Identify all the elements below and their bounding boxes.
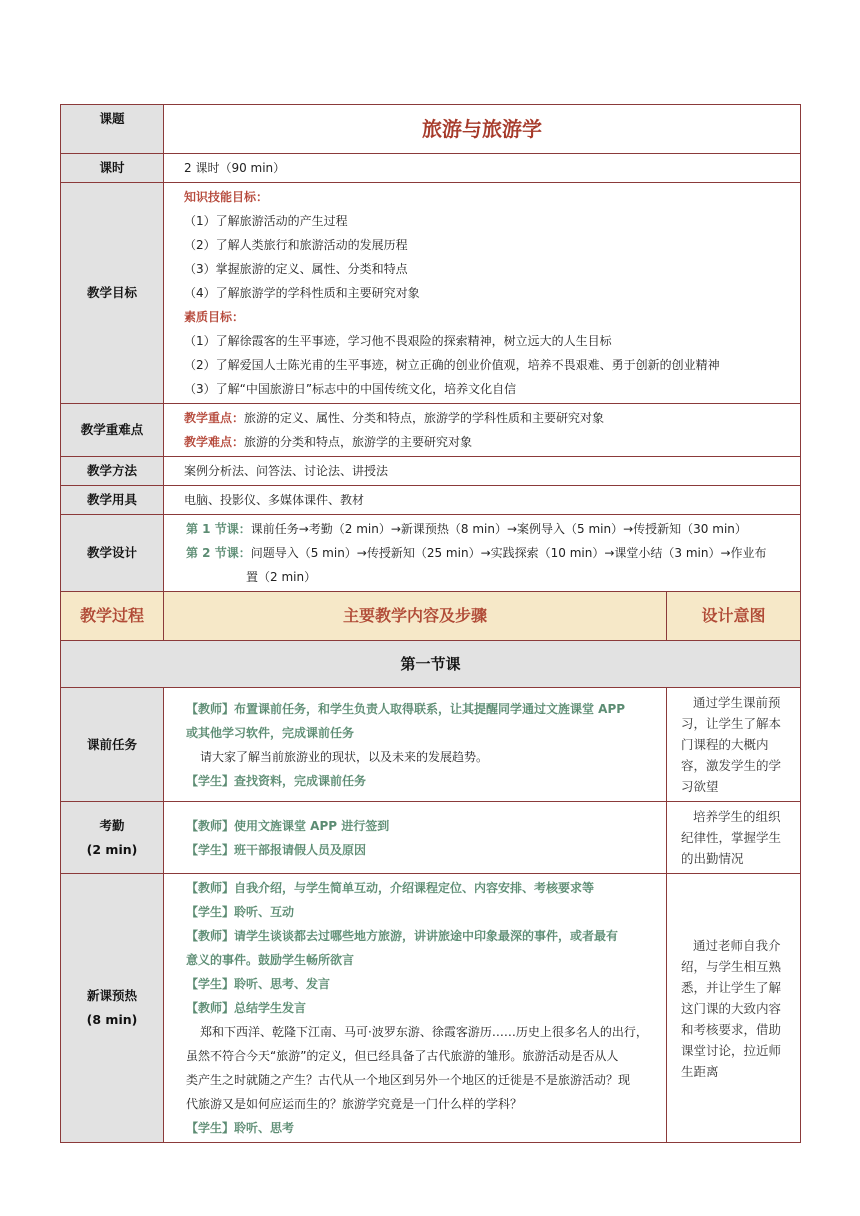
hours-label: 课时 [61, 154, 164, 183]
lesson-plan [60, 104, 800, 1143]
objectives-content [164, 183, 801, 404]
quality-item: （1）了解徐霞客的生平事迹，学习他不畏艰险的探索精神，树立远大的人生目标 [184, 334, 612, 348]
page-title: 旅游与旅游学 [164, 105, 801, 154]
student-step: 【学生】聆听、思考 [186, 1121, 295, 1135]
quality-item: （2）了解爱国人士陈光甫的生平事迹，树立正确的创业价值观，培养不畏艰难、勇于创新的创业精神 [184, 358, 720, 372]
row-objectives [61, 183, 801, 404]
attendance-intent: 培养学生的组织纪律性，掌握学生的出勤情况 [667, 802, 801, 874]
row-key-points [61, 404, 801, 457]
session2-text-cont: 置（2 min） [246, 570, 317, 584]
methods-label: 教学方法 [61, 457, 164, 486]
session2-tag: 第 2 节课： [186, 546, 251, 560]
session1-tag: 第 1 节课： [186, 522, 251, 536]
task-text: 请大家了解当前旅游业的现状，以及未来的发展趋势。 [200, 749, 489, 764]
knowledge-item: （2）了解人类旅行和旅游活动的发展历程 [184, 238, 408, 252]
row-methods [61, 457, 801, 486]
student-step: 【学生】班干部报请假人员及原因 [186, 842, 367, 857]
tools-value: 电脑、投影仪、多媒体课件、教材 [164, 486, 801, 515]
header-intent: 设计意图 [667, 592, 801, 641]
warmup-label-time: (8 min) [86, 1012, 138, 1027]
design-content [164, 515, 801, 592]
student-step: 【学生】聆听、思考、发言 [186, 977, 331, 991]
row-section1 [61, 641, 801, 688]
header-process: 教学过程 [61, 592, 164, 641]
knowledge-item: （4）了解旅游学的学科性质和主要研究对象 [184, 286, 420, 300]
section-title: 第一节课 [61, 641, 801, 688]
pre-task-label: 课前任务 [61, 688, 164, 802]
row-design [61, 515, 801, 592]
row-pre-task [61, 688, 801, 802]
difficulty-text: 旅游的分类和特点，旅游学的主要研究对象 [244, 435, 473, 449]
focus-text: 旅游的定义、属性、分类和特点，旅游学的学科性质和主要研究对象 [244, 411, 605, 425]
knowledge-item: （1）了解旅游活动的产生过程 [184, 214, 348, 228]
warmup-content [164, 874, 667, 1143]
teacher-step: 【教师】布置课前任务，和学生负责人取得联系，让其提醒同学通过文旌课堂 APP [186, 701, 626, 716]
attendance-content [164, 802, 667, 874]
pre-task-intent: 通过学生课前预习，让学生了解本门课程的大概内容，激发学生的学习欲望 [667, 688, 801, 802]
knowledge-title: 知识技能目标： [184, 190, 269, 204]
attendance-label-time: (2 min) [86, 841, 138, 857]
student-step: 【学生】查找资料，完成课前任务 [186, 773, 367, 788]
summary-paragraph: 郑和下西洋、乾隆下江南、马可·波罗东游、徐霞客游历……历史上很多名人的出行， [200, 1025, 648, 1039]
row-tools [61, 486, 801, 515]
pre-task-content [164, 688, 667, 802]
teacher-step-cont: 或其他学习软件，完成课前任务 [186, 725, 355, 740]
topic-label: 课题 [61, 105, 164, 154]
attendance-label [61, 802, 164, 874]
teacher-step: 【教师】自我介绍，与学生简单互动，介绍课程定位、内容安排、考核要求等 [186, 881, 595, 895]
student-step: 【学生】聆听、互动 [186, 905, 295, 919]
focus-tag: 教学重点： [184, 411, 245, 425]
row-warmup [61, 874, 801, 1143]
teacher-step: 【教师】总结学生发言 [186, 1001, 307, 1015]
teacher-step: 【教师】使用文旌课堂 APP 进行签到 [186, 818, 390, 833]
warmup-label-title: 新课预热 [86, 988, 137, 1003]
warmup-label [61, 874, 164, 1143]
hours-value: 2 课时（90 min） [164, 154, 801, 183]
session1-text: 课前任务→考勤（2 min）→新课预热（8 min）→案例导入（5 min）→传授新知（30 min） [250, 522, 747, 536]
quality-title: 素质目标： [184, 310, 245, 324]
key-points-label: 教学重难点 [61, 404, 164, 457]
teacher-step-cont: 意义的事件。鼓励学生畅所欲言 [186, 953, 355, 967]
key-points-content [164, 404, 801, 457]
header-content: 主要教学内容及步骤 [164, 592, 667, 641]
difficulty-tag: 教学难点： [184, 435, 245, 449]
session2-text: 问题导入（5 min）→传授新知（25 min）→实践探索（10 min）→课堂小结（3 min）→作业布 [250, 546, 767, 560]
objectives-label: 教学目标 [61, 183, 164, 404]
tools-label: 教学用具 [61, 486, 164, 515]
lesson-plan-table [60, 104, 801, 1143]
summary-paragraph-cont: 代旅游又是如何应运而生的？旅游学究竟是一门什么样的学科？ [186, 1097, 523, 1111]
methods-value: 案例分析法、问答法、讨论法、讲授法 [164, 457, 801, 486]
design-label: 教学设计 [61, 515, 164, 592]
row-hours [61, 154, 801, 183]
quality-item: （3）了解“中国旅游日”标志中的中国传统文化，培养文化自信 [184, 382, 517, 396]
summary-paragraph-cont: 虽然不符合今天“旅游”的定义，但已经具备了古代旅游的雏形。旅游活动是否从人 [186, 1049, 619, 1063]
summary-paragraph-cont: 类产生之时就随之产生？古代从一个地区到另外一个地区的迁徙是不是旅游活动？现 [186, 1073, 631, 1087]
warmup-intent: 通过老师自我介绍，与学生相互熟悉，并让学生了解这门课的大致内容和考核要求，借助课堂讨论，拉近师生距离 [667, 874, 801, 1143]
teacher-step: 【教师】请学生谈谈都去过哪些地方旅游，讲讲旅途中印象最深的事件，或者最有 [186, 929, 619, 943]
row-process-header [61, 592, 801, 641]
row-attendance [61, 802, 801, 874]
attendance-label-title: 考勤 [99, 817, 125, 833]
row-topic [61, 105, 801, 154]
knowledge-item: （3）掌握旅游的定义、属性、分类和特点 [184, 262, 408, 276]
